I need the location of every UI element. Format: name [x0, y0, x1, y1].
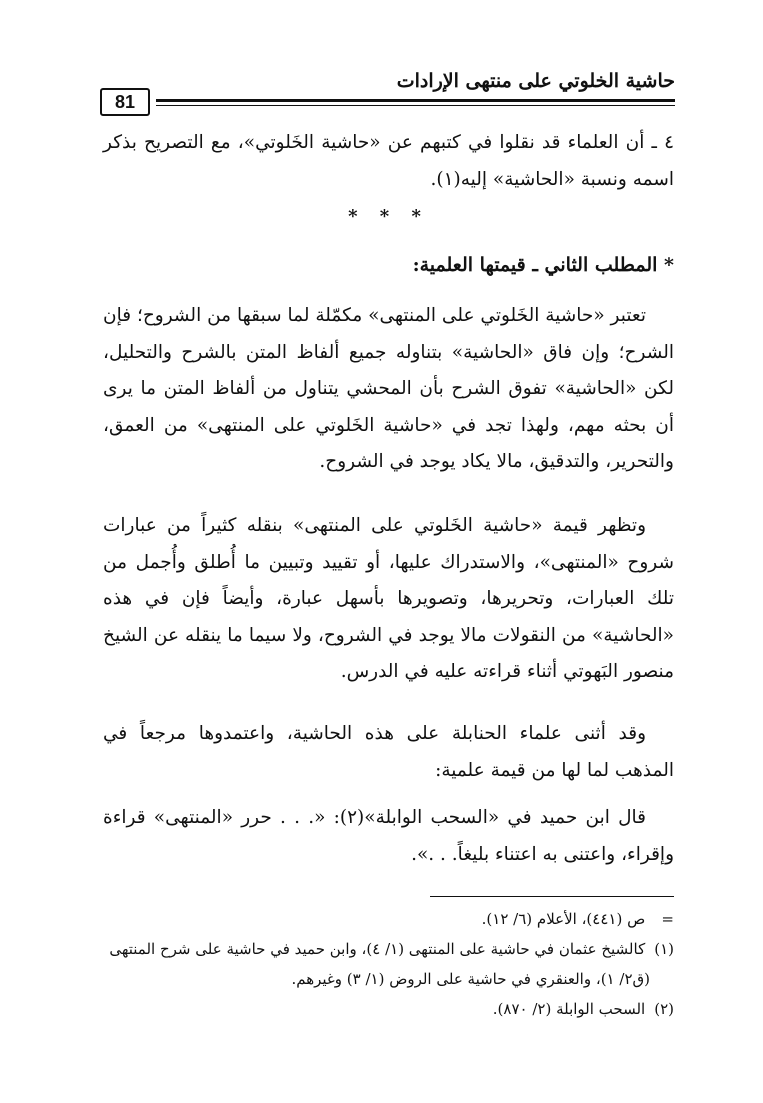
footnote-2-text: السحب الوابلة (٢/ ٨٧٠). — [492, 1000, 646, 1018]
footnote-continuation — [103, 904, 674, 934]
page-number: 81 — [100, 88, 150, 116]
paragraph-3: وتظهر قيمة «حاشية الخَلوتي على المنتهى» بنقله كثيراً من عبارات شروح «المنتهى»، والاستدراك عليها، أو تقييد وتبيين ما أُطلق وأُجمل من تلك العبارات، وتحريرها، وتصويرها بأسهل عبارة، وأيضاً فإن في هذه «الحاشية» من النقولات مالا يوجد في الشروح، ولا سيما ما ينقله عن الشيخ منصور البَهوتي أثناء قراءته عليه في الدرس. — [103, 515, 674, 682]
section-heading: * المطلب الثاني ـ قيمتها العلمية: — [412, 254, 674, 276]
header-rule-thick — [156, 99, 675, 102]
footnote-separator-rule — [430, 896, 674, 897]
paragraph-1: ٤ ـ أن العلماء قد نقلوا في كتبهم عن «حاشية الخَلوتي»، مع التصريح بذكر اسمه ونسبة «الحاشية» إليه(١). — [103, 132, 674, 190]
footnote-1-mark: (١) — [654, 940, 674, 958]
page-header — [100, 66, 675, 112]
running-title: حاشية الخلوتي على منتهى الإرادات — [396, 70, 675, 92]
footnote-1-continued — [103, 964, 674, 994]
footnote-continuation-text: ص (٤٤١)، الأعلام (٦/ ١٢). — [481, 910, 646, 928]
footnote-1 — [103, 934, 674, 964]
footnote-1-text-line2: (ق٢/ ١)، والعنقري في حاشية على الروض (١/ ٣) وغيرهم. — [291, 970, 650, 988]
paragraph-2: تعتبر «حاشية الخَلوتي على المنتهى» مكمّلة لما سبقها من الشروح؛ فإن الشرح؛ وإن فاق «الحاشية» بتناوله جميع ألفاظ المتن بالشرح والتحليل، لكن «الحاشية» تفوق الشرح بأن المحشي يتناول من ألفاظ المتن ما يرى أن بحثه مهم، ولهذا تجد في «حاشية الخَلوتي على المنتهى» من العمق، والتحرير، والتدقيق، مالا يكاد يوجد في الشروح. — [103, 305, 674, 472]
footnote-2 — [103, 994, 674, 1024]
footnote-2-mark: (٢) — [654, 1000, 674, 1018]
paragraph-4: وقد أثنى علماء الحنابلة على هذه الحاشية، واعتمدوها مرجعاً في المذهب لما لها من قيمة علمية: — [103, 723, 674, 781]
section-separator: * * * — [348, 206, 429, 227]
footnote-continuation-mark: = — [661, 910, 674, 928]
footnote-1-text-line1: كالشيخ عثمان في حاشية على المنتهى (١/ ٤)، وابن حميد في حاشية على شرح المنتهى — [109, 940, 646, 958]
footnotes — [103, 904, 674, 1024]
header-rule-thin — [156, 105, 675, 106]
paragraph-5: قال ابن حميد في «السحب الوابلة»(٢): «. . . حرر «المنتهى» قراءة وإقراء، واعتنى به اعتناء بليغاً. . .». — [103, 807, 674, 865]
